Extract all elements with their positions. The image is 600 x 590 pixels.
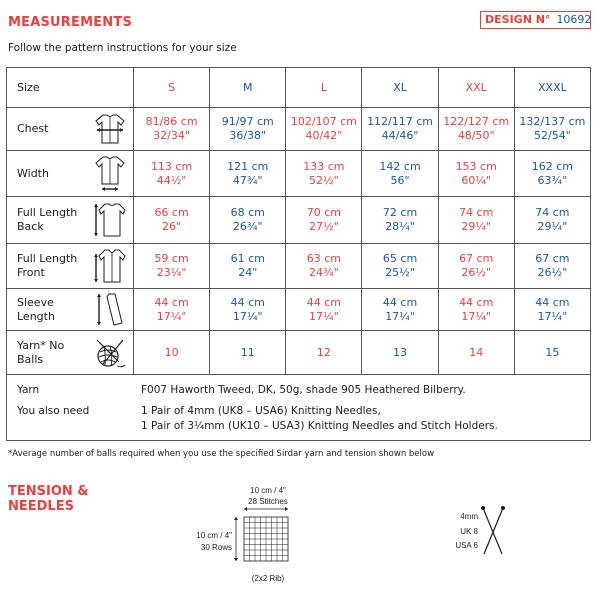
table-cell: 13 xyxy=(362,331,438,375)
tension-rib-label: (2x2 Rib) xyxy=(251,574,285,583)
table-cell: 142 cm 56" xyxy=(362,151,438,197)
chest-icon xyxy=(93,112,127,146)
table-cell: 72 cm 28¼" xyxy=(362,197,438,244)
table-cell: 63 cm 24¾" xyxy=(286,244,362,289)
size-s: S xyxy=(134,68,210,108)
yarn-section xyxy=(6,375,591,441)
table-cell: 74 cm 29¼" xyxy=(514,197,590,244)
table-cell: 67 cm 26½" xyxy=(514,244,590,289)
sleeve-length-icon xyxy=(93,291,127,329)
row-label-front xyxy=(7,244,134,289)
subtitle: Follow the pattern instructions for your size xyxy=(8,42,237,54)
tension-swatch-diagram xyxy=(232,505,312,575)
table-cell: 10 xyxy=(134,331,210,375)
needles-line-1: 1 Pair of 4mm (UK8 – USA6) Knitting Needles, xyxy=(141,405,381,417)
needle-usa-label: USA 6 xyxy=(455,541,478,550)
table-cell: 70 cm 27½" xyxy=(286,197,362,244)
back-length-label: Full Length Back xyxy=(17,206,78,233)
table-cell: 44 cm 17¼" xyxy=(514,289,590,331)
table-cell: 112/117 cm 44/46" xyxy=(362,108,438,151)
yarn-balls-label: Yarn* No Balls xyxy=(17,338,65,366)
table-cell: 121 cm 47¾" xyxy=(210,151,286,197)
sleeve-length-label: Sleeve Length xyxy=(17,295,55,323)
front-length-icon xyxy=(93,246,127,286)
tension-title: TENSION & NEEDLES xyxy=(8,484,89,514)
also-need-label: You also need xyxy=(17,405,90,417)
size-label: Size xyxy=(7,68,134,108)
table-cell: 44 cm 17¼" xyxy=(210,289,286,331)
size-m: M xyxy=(210,68,286,108)
tension-stitches-label: 28 Stitches xyxy=(248,497,288,506)
table-cell: 11 xyxy=(210,331,286,375)
table-cell: 113 cm 44½" xyxy=(134,151,210,197)
table-cell: 61 cm 24" xyxy=(210,244,286,289)
size-l: L xyxy=(286,68,362,108)
row-label-width xyxy=(7,151,134,197)
table-cell: 81/86 cm 32/34" xyxy=(134,108,210,151)
table-cell: 133 cm 52½" xyxy=(286,151,362,197)
table-row xyxy=(7,244,591,289)
size-xl: XL xyxy=(362,68,438,108)
design-label: DESIGN N° xyxy=(485,13,551,26)
table-cell: 59 cm 23¼" xyxy=(134,244,210,289)
table-cell: 162 cm 63¾" xyxy=(514,151,590,197)
yarn-label: Yarn xyxy=(17,384,40,396)
width-label: Width xyxy=(17,166,49,180)
page-title: MEASUREMENTS xyxy=(8,15,133,30)
measurements-table xyxy=(6,67,591,375)
width-icon xyxy=(93,155,127,193)
size-header-row xyxy=(7,68,591,108)
tension-height-label: 10 cm / 4" xyxy=(196,531,232,540)
table-cell: 91/97 cm 36/38" xyxy=(210,108,286,151)
table-cell: 44 cm 17¼" xyxy=(438,289,514,331)
tension-width-label: 10 cm / 4" xyxy=(250,486,286,495)
table-cell: 15 xyxy=(514,331,590,375)
table-cell: 102/107 cm 40/42" xyxy=(286,108,362,151)
needle-uk-label: UK 8 xyxy=(460,527,478,536)
table-row xyxy=(7,331,591,375)
design-number-box xyxy=(480,11,591,29)
table-row xyxy=(7,151,591,197)
front-length-label: Full Length Front xyxy=(17,252,78,279)
table-cell: 122/127 cm 48/50" xyxy=(438,108,514,151)
table-cell: 44 cm 17¼" xyxy=(362,289,438,331)
table-cell: 44 cm 17¼" xyxy=(134,289,210,331)
table-cell: 68 cm 26¾" xyxy=(210,197,286,244)
needles-line-2: 1 Pair of 3¼mm (UK10 – USA3) Knitting Needles and Stitch Holders. xyxy=(141,420,498,432)
row-label-yarn xyxy=(7,331,134,375)
table-cell: 12 xyxy=(286,331,362,375)
tension-rows-label: 30 Rows xyxy=(200,543,232,552)
size-xxxl: XXXL xyxy=(514,68,590,108)
table-row xyxy=(7,108,591,151)
table-cell: 153 cm 60¼" xyxy=(438,151,514,197)
knitting-needles-icon xyxy=(478,504,508,558)
table-row xyxy=(7,197,591,244)
row-label-sleeve xyxy=(7,289,134,331)
table-cell: 132/137 cm 52/54" xyxy=(514,108,590,151)
design-number: 10692 xyxy=(556,13,592,26)
row-label-back xyxy=(7,197,134,244)
yarn-value: F007 Haworth Tweed, DK, 50g, shade 905 Heathered Bilberry. xyxy=(141,384,466,396)
table-cell: 74 cm 29¼" xyxy=(438,197,514,244)
back-length-icon xyxy=(93,200,127,240)
table-cell: 65 cm 25½" xyxy=(362,244,438,289)
chest-label: Chest xyxy=(17,122,49,135)
table-cell: 44 cm 17¼" xyxy=(286,289,362,331)
table-cell: 14 xyxy=(438,331,514,375)
table-row xyxy=(7,289,591,331)
needle-mm-label: 4mm xyxy=(460,512,478,521)
size-xxl: XXL xyxy=(438,68,514,108)
footnote: *Average number of balls required when you use the specified Sirdar yarn and tension shown below xyxy=(8,449,435,459)
row-label-chest xyxy=(7,108,134,151)
table-cell: 67 cm 26½" xyxy=(438,244,514,289)
yarn-ball-icon xyxy=(93,336,127,370)
table-cell: 66 cm 26" xyxy=(134,197,210,244)
